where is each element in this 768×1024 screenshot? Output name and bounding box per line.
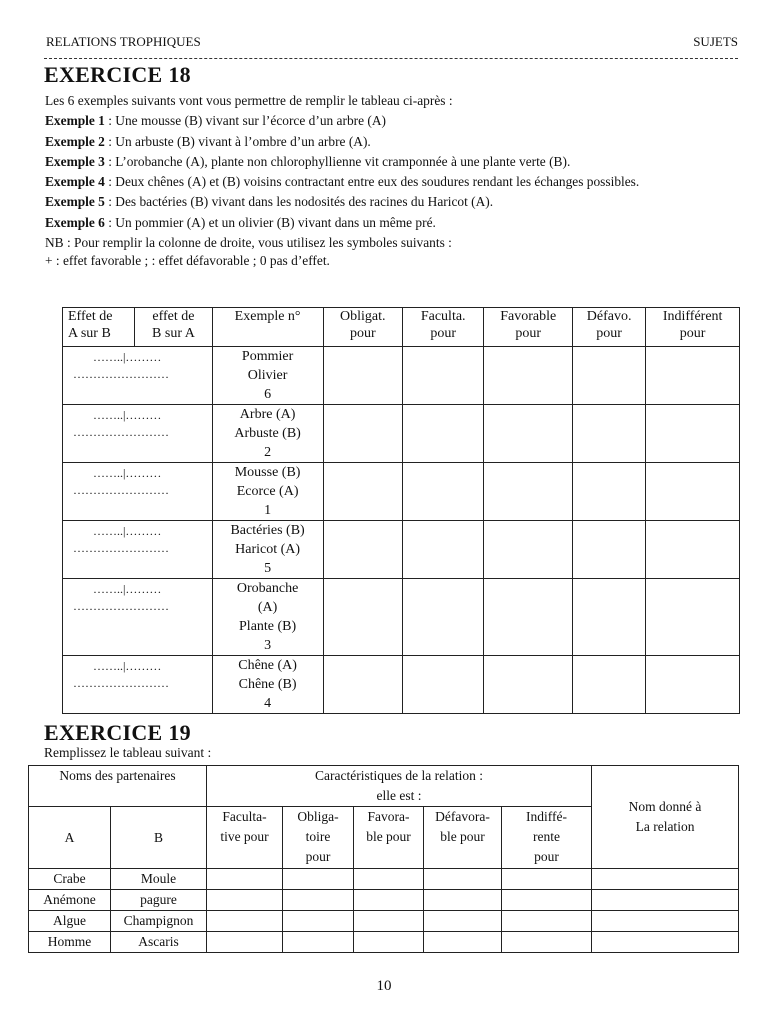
answer-cell[interactable] — [354, 911, 424, 932]
answer-cell[interactable] — [646, 463, 740, 521]
answer-cell[interactable] — [323, 463, 402, 521]
partner-b: Moule — [111, 869, 207, 890]
header-obligatory: Obliga- toire pour — [283, 807, 354, 869]
header-partners: Noms des partenaires — [29, 766, 207, 807]
header-b: B — [111, 807, 207, 869]
answer-cell[interactable] — [502, 890, 592, 911]
effect-blank[interactable]: ……..|……… …………………… — [63, 405, 213, 463]
exercise-19-intro: Remplissez le tableau suivant : — [44, 745, 212, 760]
table-row — [63, 347, 740, 405]
answer-cell[interactable] — [402, 347, 483, 405]
answer-cell[interactable] — [323, 656, 402, 714]
example-text: : Une mousse (B) vivant sur l’écorce d’un arbre (A) — [104, 113, 386, 129]
exercise-18-intro: Les 6 exemples suivants vont vous permettre de remplir le tableau ci-après : — [45, 93, 453, 108]
answer-cell[interactable] — [592, 932, 739, 953]
header-rule — [44, 58, 738, 59]
example-label: Exemple 2 — [45, 133, 105, 149]
effect-blank[interactable]: ……..|……… …………………… — [63, 521, 213, 579]
answer-cell[interactable] — [283, 869, 354, 890]
page-number: 10 — [376, 978, 392, 994]
header-unfavorable: Défavo. pour — [572, 308, 645, 347]
answer-cell[interactable] — [484, 405, 573, 463]
header-facultative: Faculta- tive pour — [207, 807, 283, 869]
nb-line: NB : Pour remplir la colonne de droite, vous utilisez les symboles suivants : — [45, 235, 452, 251]
exercise-18-title: EXERCICE 18 — [44, 62, 191, 87]
answer-cell[interactable] — [323, 579, 402, 656]
table-row — [29, 911, 739, 932]
header-effect-a-on-b: Effet de A sur B — [63, 308, 135, 347]
answer-cell[interactable] — [354, 890, 424, 911]
example-cell: Orobanche (A) Plante (B) 3 — [212, 579, 323, 656]
exercise-18-table — [62, 307, 740, 714]
answer-cell[interactable] — [484, 521, 573, 579]
example-item — [45, 111, 740, 131]
answer-cell[interactable] — [484, 656, 573, 714]
answer-cell[interactable] — [646, 405, 740, 463]
answer-cell[interactable] — [502, 932, 592, 953]
table-row — [29, 932, 739, 953]
effect-blank[interactable]: ……..|……… …………………… — [63, 347, 213, 405]
example-label: Exemple 5 — [45, 194, 105, 210]
header-chapter: RELATIONS TROPHIQUES — [46, 34, 201, 49]
example-item — [45, 192, 740, 212]
example-label: Exemple 1 — [45, 113, 105, 129]
table-row — [29, 890, 739, 911]
effect-blank[interactable]: ……..|……… …………………… — [63, 579, 213, 656]
answer-cell[interactable] — [283, 911, 354, 932]
answer-cell[interactable] — [283, 932, 354, 953]
symbols-legend: + : effet favorable ; : effet défavorable ; 0 pas d’effet. — [45, 253, 330, 269]
answer-cell[interactable] — [646, 347, 740, 405]
table-header-row — [63, 308, 740, 347]
example-label: Exemple 3 — [45, 153, 105, 169]
example-cell: Pommier Olivier 6 — [212, 347, 323, 405]
partner-a: Anémone — [29, 890, 111, 911]
example-cell: Bactéries (B) Haricot (A) 5 — [212, 521, 323, 579]
answer-cell[interactable] — [402, 405, 483, 463]
example-label: Exemple 4 — [45, 174, 105, 190]
example-text: : Un arbuste (B) vivant à l’ombre d’un arbre (A). — [104, 133, 371, 149]
partner-a: Crabe — [29, 869, 111, 890]
answer-cell[interactable] — [402, 579, 483, 656]
example-text: : Deux chênes (A) et (B) voisins contractant entre eux des soudures rendant les échanges possibles. — [104, 174, 640, 190]
example-cell: Arbre (A) Arbuste (B) 2 — [212, 405, 323, 463]
table-row — [63, 579, 740, 656]
header-favorable: Favorable pour — [484, 308, 573, 347]
example-cell: Mousse (B) Ecorce (A) 1 — [212, 463, 323, 521]
partner-b: Champignon — [111, 911, 207, 932]
answer-cell[interactable] — [323, 521, 402, 579]
partner-a: Algue — [29, 911, 111, 932]
answer-cell[interactable] — [354, 932, 424, 953]
partner-a: Homme — [29, 932, 111, 953]
answer-cell[interactable] — [424, 932, 502, 953]
header-indifferent: Indifférent pour — [646, 308, 740, 347]
effect-blank[interactable]: ……..|……… …………………… — [63, 463, 213, 521]
header-a: A — [29, 807, 111, 869]
example-item — [45, 172, 740, 192]
answer-cell[interactable] — [207, 869, 283, 890]
answer-cell[interactable] — [207, 911, 283, 932]
table-row — [63, 463, 740, 521]
header-section: SUJETS — [693, 34, 738, 49]
answer-cell[interactable] — [424, 890, 502, 911]
header-example-number: Exemple n° — [212, 308, 323, 347]
header-facultative: Faculta. pour — [402, 308, 483, 347]
table-row — [29, 869, 739, 890]
answer-cell[interactable] — [424, 911, 502, 932]
example-label: Exemple 6 — [45, 214, 105, 230]
example-text: : Un pommier (A) et un olivier (B) vivant dans un même pré. — [104, 214, 436, 230]
answer-cell[interactable] — [207, 932, 283, 953]
exercise-19-title: EXERCICE 19 — [44, 720, 191, 745]
answer-cell[interactable] — [402, 463, 483, 521]
answer-cell[interactable] — [572, 463, 645, 521]
table-row — [63, 521, 740, 579]
example-item — [45, 152, 740, 172]
effect-blank[interactable]: ……..|……… …………………… — [63, 656, 213, 714]
answer-cell[interactable] — [572, 521, 645, 579]
partner-b: Ascaris — [111, 932, 207, 953]
header-characteristics: Caractéristiques de la relation : elle est : — [207, 766, 592, 807]
answer-cell[interactable] — [502, 911, 592, 932]
header-obligatory: Obligat. pour — [323, 308, 402, 347]
answer-cell[interactable] — [484, 579, 573, 656]
header-effect-b-on-a: effet de B sur A — [135, 308, 212, 347]
exercise-19-table — [28, 765, 739, 953]
answer-cell[interactable] — [646, 521, 740, 579]
example-item — [45, 213, 740, 233]
partner-b: pagure — [111, 890, 207, 911]
answer-cell[interactable] — [354, 869, 424, 890]
header-favorable: Favora- ble pour — [354, 807, 424, 869]
answer-cell[interactable] — [484, 347, 573, 405]
answer-cell[interactable] — [646, 656, 740, 714]
answer-cell[interactable] — [572, 579, 645, 656]
answer-cell[interactable] — [402, 521, 483, 579]
answer-cell[interactable] — [502, 869, 592, 890]
answer-cell[interactable] — [592, 911, 739, 932]
answer-cell[interactable] — [424, 869, 502, 890]
page-header — [46, 34, 738, 52]
answer-cell[interactable] — [572, 656, 645, 714]
answer-cell[interactable] — [283, 890, 354, 911]
header-relation-name: Nom donné à La relation — [592, 766, 739, 869]
answer-cell[interactable] — [572, 405, 645, 463]
example-cell: Chêne (A) Chêne (B) 4 — [212, 656, 323, 714]
table-header-row — [29, 766, 739, 807]
answer-cell[interactable] — [323, 405, 402, 463]
answer-cell[interactable] — [572, 347, 645, 405]
answer-cell[interactable] — [646, 579, 740, 656]
example-text: : Des bactéries (B) vivant dans les nodosités des racines du Haricot (A). — [104, 194, 494, 210]
answer-cell[interactable] — [592, 890, 739, 911]
table-row — [63, 656, 740, 714]
example-item — [45, 132, 740, 152]
example-text: : L’orobanche (A), plante non chlorophyllienne vit cramponnée à une plante verte (B). — [104, 153, 571, 169]
exercise-18-text — [45, 91, 740, 269]
answer-cell[interactable] — [484, 463, 573, 521]
header-unfavorable: Défavora- ble pour — [424, 807, 502, 869]
header-indifferent: Indiffé- rente pour — [502, 807, 592, 869]
table-row — [63, 405, 740, 463]
answer-cell[interactable] — [323, 347, 402, 405]
answer-cell[interactable] — [592, 869, 739, 890]
answer-cell[interactable] — [207, 890, 283, 911]
answer-cell[interactable] — [402, 656, 483, 714]
